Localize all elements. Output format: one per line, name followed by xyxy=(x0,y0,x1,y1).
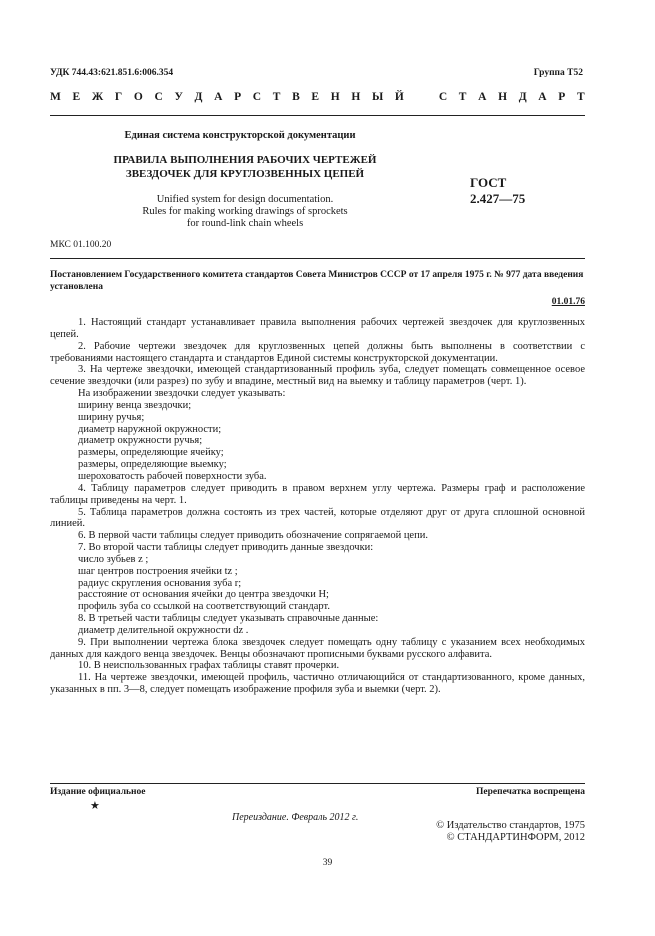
gost-label: ГОСТ xyxy=(470,175,507,190)
mks-divider xyxy=(50,258,585,259)
decree-text: Постановлением Государственного комитета стандартов Совета Министров СССР от 17 апреля 1975 г. № 977 дата введения установлена xyxy=(50,270,584,292)
paragraph-8: 8. В третьей части таблицы следует указывать справочные данные: xyxy=(78,613,379,625)
copyright-block xyxy=(436,820,585,844)
heading-letter: В xyxy=(292,91,300,103)
heading-letter: Т xyxy=(576,91,585,103)
heading-letter: Й xyxy=(394,91,404,103)
list-item: диаметр делительной окружности dz . xyxy=(78,624,249,636)
page-number: 39 xyxy=(322,858,333,868)
list-item: диаметр окружности ручья; xyxy=(78,435,203,447)
list-item: диаметр наружной окружности; xyxy=(78,423,222,435)
english-title-line3: for round-link chain wheels xyxy=(186,218,304,229)
reprint-prohibited-label: Перепечатка воспрещена xyxy=(475,787,585,797)
heading-letter: Е xyxy=(311,91,320,103)
heading-letter: С xyxy=(154,91,163,103)
heading-letter: Н xyxy=(351,91,361,103)
star-icon: ★ xyxy=(90,800,100,812)
english-title-line2: Rules for making working drawings of sprockets xyxy=(142,206,348,217)
list-item: размеры, определяющие ячейку; xyxy=(78,447,224,459)
paragraph-10: 10. В неиспользованных графах таблицы ставят прочерки. xyxy=(78,660,340,672)
heading-letter: Н xyxy=(330,91,340,103)
heading-letter: С xyxy=(438,91,448,103)
list-item: шаг центров построения ячейки tz ; xyxy=(78,565,238,577)
system-title: Единая система конструкторской документации xyxy=(124,130,356,141)
list-item: профиль зуба со ссылкой на соответствующий стандарт. xyxy=(78,601,330,613)
document-title-line1: ПРАВИЛА ВЫПОЛНЕНИЯ РАБОЧИХ ЧЕРТЕЖЕЙ xyxy=(113,154,377,166)
standard-type-heading xyxy=(50,91,585,103)
heading-letter: Е xyxy=(72,91,81,103)
udk-code: УДК 744.43:621.851.6:006.354 xyxy=(50,68,174,78)
gost-number: 2.427—75 xyxy=(470,191,526,206)
heading-letter: У xyxy=(174,91,183,103)
paragraph-7: 7. Во второй части таблицы следует приводить данные звездочки: xyxy=(78,542,374,554)
paragraph-3: 3. На чертеже звездочки, имеющей стандартизованный профиль зуба, следует помещать совмещенное осевое сечение звездочки (или разрез) по зубу и впадине, местный вид на выемку и таблицу параметров (черт. 1). xyxy=(50,364,585,388)
effective-date: 01.01.76 xyxy=(551,297,585,307)
list-item: ширину ручья; xyxy=(78,411,145,423)
heading-letter: Д xyxy=(194,91,203,103)
list-item: радиус скругления основания зуба r; xyxy=(78,577,242,589)
list-item: расстояние от основания ячейки до центра звездочки H; xyxy=(78,589,329,601)
heading-letter: О xyxy=(133,91,143,103)
heading-letter: Н xyxy=(498,91,508,103)
paragraph-6: 6. В первой части таблицы следует приводить обозначение сопрягаемой цепи. xyxy=(78,530,428,542)
heading-letter: С xyxy=(252,91,262,103)
heading-letter: Р xyxy=(234,91,242,103)
heading-letter: Ж xyxy=(91,91,104,103)
document-title xyxy=(95,153,395,181)
document-title-line2: ЗВЕЗДОЧЕК ДЛЯ КРУГЛОЗВЕННЫХ ЦЕПЕЙ xyxy=(125,168,365,180)
paragraph-11: 11. На чертеже звездочки, имеющей профиль, частично отличающийся от стандартизованного, кроме данных, указанных в пп. 3—8, следует помещать изображение профиля зуба и выемки (черт. 2). xyxy=(50,672,585,696)
paragraph-5: 5. Таблица параметров должна состоять из трех частей, которые отделяют друг от друга сплошной основной линией. xyxy=(50,506,585,530)
english-title xyxy=(110,194,380,230)
heading-letter: А xyxy=(214,91,223,103)
official-edition-label: Издание официальное xyxy=(50,787,146,797)
gost-designation xyxy=(470,175,560,207)
list-item: ширину венца звездочки; xyxy=(78,399,192,411)
mks-code: МКС 01.100.20 xyxy=(50,240,112,250)
paragraph-9: 9. При выполнении чертежа блока звездочек следует помещать одну таблицу с указанием всех необходимых данных для каждого венца звездочек. Венцы обозначают прописными буквами русского алфавита. xyxy=(50,636,585,660)
copyright-line1: © Издательство стандартов, 1975 xyxy=(436,820,585,831)
header-divider xyxy=(50,115,585,116)
paragraph-4: 4. Таблицу параметров следует приводить в правом верхнем углу чертежа. Размеры граф и расположение таблицы приведены на черт. 1. xyxy=(50,482,585,506)
group-code: Группа Т52 xyxy=(533,68,583,78)
reissue-note: Переиздание. Февраль 2012 г. xyxy=(232,812,359,823)
heading-letter: Т xyxy=(272,91,281,103)
heading-letter: М xyxy=(50,91,61,103)
footer-divider xyxy=(50,783,585,784)
english-title-line1: Unified system for design documentation. xyxy=(156,194,334,205)
heading-letter: А xyxy=(538,91,547,103)
list-item: число зубьев z ; xyxy=(78,553,149,565)
paragraph-1: 1. Настоящий стандарт устанавливает правила выполнения рабочих чертежей звездочек для круглозвенных цепей. xyxy=(50,317,585,340)
paragraph-3-intro: На изображении звездочки следует указывать: xyxy=(78,388,286,400)
list-item: размеры, определяющие выемку; xyxy=(78,459,227,471)
heading-letter: Ы xyxy=(371,91,384,103)
list-item: шероховатость рабочей поверхности зуба. xyxy=(78,470,267,482)
heading-letter: Р xyxy=(558,91,566,103)
copyright-line2: © СТАНДАРТИНФОРМ, 2012 xyxy=(446,832,585,843)
heading-letter: Г xyxy=(114,91,123,103)
paragraph-2: 2. Рабочие чертежи звездочек для круглозвенных цепей должны быть выполнены в соответствии с требованиями настоящего стандарта и стандартов Единой системы конструкторской документации. xyxy=(50,340,585,364)
heading-letter: Т xyxy=(458,91,467,103)
document-body xyxy=(50,317,585,696)
heading-letter: Д xyxy=(518,91,527,103)
heading-letter: А xyxy=(478,91,487,103)
